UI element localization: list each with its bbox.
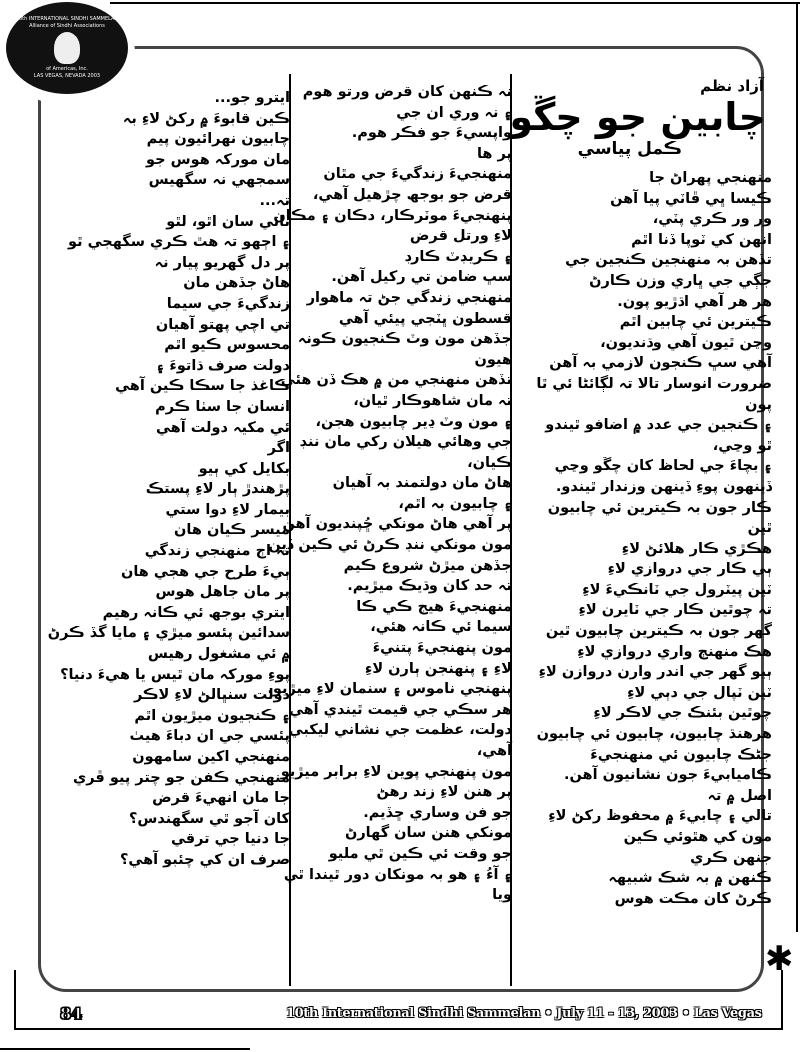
poem-line: دولت صرف ڌاتوءَ ۽ xyxy=(155,357,290,374)
poem-line: منهنجي پهراڻ جا xyxy=(649,170,772,186)
poem-line: ڪار جون بہ ڪيترين ئي چابيون xyxy=(547,499,772,516)
poem-line: دولت سنڀالڻ لاءِ لاڪر xyxy=(133,687,290,704)
poem-line: هر هر آهي اڌڙيو پون. xyxy=(617,293,772,310)
poem-line: پڙهندڙ ٻار لاءِ پستڪ xyxy=(145,481,290,498)
article-kicker: آزاد نظم xyxy=(700,77,764,95)
poem-line: پر دل گهريو پيار نہ xyxy=(154,254,290,271)
poem-line: ور ور ڪري پٽي، xyxy=(652,211,772,228)
poem-line: ڪين قابوءَ ۾ رکڻ لاءِ بہ xyxy=(122,110,290,127)
poem-line: تي اچي پهتو آهيان xyxy=(155,316,290,333)
poem-line: هر سڪي جي قيمت ٿيندي آهي xyxy=(288,701,512,718)
poem-line: پئسي جي ان دباءَ هيٺ xyxy=(129,728,290,745)
poem-line: اگر xyxy=(267,440,290,457)
poem-line: ڪيان، xyxy=(467,454,512,471)
footer-frame xyxy=(14,970,783,1030)
bottom-rule xyxy=(0,1048,250,1050)
logo-arc-top: 10th INTERNATIONAL SINDHI SAMMELAN xyxy=(15,16,119,22)
poem-line: سمجهي نہ سگهيس xyxy=(148,172,290,189)
poem-line: جي وهائي هيلان رکي مان ننڊ xyxy=(299,434,512,451)
poem-line: لاءِ ورتل قرض xyxy=(409,228,512,245)
poem-line: نہ ڪنهن کان قرض ورتو هوم xyxy=(302,84,512,100)
poem-line: آهي سڀ ڪنجون لازمي بہ آهن xyxy=(549,355,772,372)
poem-line: ٻيو گهر جي اندر وارن دروازن لاءِ xyxy=(538,664,772,681)
poem-line: پنهنجي ناموس ۽ سنمان لاءِ ميڙيو. xyxy=(267,681,512,698)
poem-line: ٻي ڪار جي دروازي لاءِ xyxy=(607,561,772,578)
poem-line: ڪاغذ جا سڪا ڪين آهي xyxy=(115,378,290,395)
end-asterisk-icon: ✱ xyxy=(765,939,794,979)
poem-line: ميسر ڪيان هان xyxy=(174,522,290,539)
poem-line: پر ها xyxy=(476,145,512,162)
poem-line: جنهن ڪري xyxy=(690,849,772,866)
poem-line: آهي، xyxy=(476,743,512,759)
poem-line: هاڻ مان دولتمند بہ آهيان xyxy=(332,475,512,492)
poem-line: ناٽي سان اٿو، لٿو xyxy=(166,213,290,230)
poem-line: ٻيءَ طرح جي هجي هان xyxy=(120,563,290,580)
logo-arc-bottom: LAS VEGAS, NEVADA 2003 xyxy=(33,73,101,79)
article-header xyxy=(508,76,772,160)
poem-line: ۽ ڪنجين جي عدد ۾ اضافو ٿيندو xyxy=(545,417,772,434)
poem-line: جو فن وساري ڇڏيم. xyxy=(363,804,512,821)
poem-line: مونکي هنن سان گهارڻ xyxy=(344,825,512,842)
poem-line: سڀ ضامن تي رکيل آهن. xyxy=(331,269,512,286)
logo-arc-low: of Americas, Inc. xyxy=(46,66,88,72)
poem-line: صرف ان کي چئبو آهي؟ xyxy=(120,851,290,868)
poem-line: تہ... xyxy=(259,192,290,209)
poem-line: ۽ آءُ ۽ هو بہ مونکان دور ٿيندا ٿي xyxy=(283,866,512,883)
poem-line: تالي ۽ چابيءَ ۾ محفوظ رکڻ لاءِ xyxy=(548,808,772,825)
poem-line: ايترو جو... xyxy=(214,90,290,106)
poem-line: تہ حد کان وڌيڪ ميڙيم. xyxy=(347,578,512,595)
poem-line: جڏهن ميڙڻ شروع ڪيم xyxy=(343,557,512,574)
poem-line: وڃن ٿيون آهي وڌنديون، xyxy=(600,334,772,351)
poem-line: ٿو وڃي، xyxy=(712,437,772,454)
sammelan-logo xyxy=(6,2,128,94)
poem-column-right xyxy=(512,168,772,909)
poem-line: ئي مکيہ دولت آهي xyxy=(155,419,290,436)
poem-line: هڪ منهنڄ واري دروازي لاءِ xyxy=(577,643,772,660)
poem-line: ڪيترين ئي چابين اٿم xyxy=(619,314,772,331)
poem-line: ٿين xyxy=(747,520,772,537)
poem-line: ڏينهون پوءِ ڏينهن وزندار ٿيندو. xyxy=(555,478,772,495)
poem-line: پر مان جاهل هوس xyxy=(155,584,290,601)
poem-line: پوءِ مورکہ مان ٿيس يا هيءَ دنيا؟ xyxy=(60,666,290,683)
poem-line: لاءِ ۽ پنهنجن ٻارن لاءِ xyxy=(364,660,512,677)
poem-line: تڏهن بہ منهنجين ڪنجين جي xyxy=(565,252,772,269)
poem-line: ۽ اڄهو تہ هٿ ڪري سگهجي ٿو xyxy=(67,234,290,251)
deity-figure-icon xyxy=(54,32,80,64)
poem-line: بکايل کي ٻيو xyxy=(198,460,290,477)
poem-line: ڪاميابيءَ جون نشانيون آهن. xyxy=(564,767,772,784)
poem-line: ۽ نہ وري ان جي xyxy=(396,104,512,121)
poem-line: ٽين ٽپال جي دٻي لاءِ xyxy=(627,684,772,701)
poem-line: کان آجو ٿي سگهندس؟ xyxy=(128,810,290,827)
logo-arc-mid: Alliance of Sindhi Associations xyxy=(29,23,105,29)
poem-line: ۽ چابيون بہ اٿم، xyxy=(398,495,512,512)
poem-line: جا دنيا جي ترقي xyxy=(170,831,290,848)
poem-line: هڪڙي ڪار هلائڻ لاءِ xyxy=(621,540,772,557)
poem-line: جڳي جي ڀاري وزن ڪارڻ xyxy=(589,272,772,289)
poem-line: پر آهي هاڻ مونکي ڇُپنديون آهن xyxy=(282,516,512,533)
poem-line: ڪنهن ۾ بہ شڪ شبيهہ xyxy=(608,870,772,887)
poem-line: مون کي هٿوئي ڪين xyxy=(623,829,772,845)
poem-line: سدائين پئسو ميڙي ۽ مايا گڏ ڪرڻ xyxy=(47,625,290,642)
poem-line: ۽ مون وٽ ڍير چابيون هجن، xyxy=(315,413,512,430)
article-title: چابين جو چڱو xyxy=(509,95,766,139)
poem-line: منهنجي زندگي جڻ تہ ماهوار xyxy=(306,289,512,306)
poem-line: جڏهن مون وٽ ڪنجيون ڪونہ xyxy=(297,331,512,348)
poem-line: هيون xyxy=(474,351,512,368)
footer-event-line: 10th International Sindhi Sammelan • July 11 - 13, 2003 • Las Vegas xyxy=(286,1006,762,1021)
poem-line: هاڻ جڏهن مان xyxy=(183,275,290,292)
poem-line: هرهنڌ چابيون، چابيون ئي چابيون xyxy=(536,726,772,743)
article-author: ڪمل پياسي xyxy=(577,139,682,159)
poem-line: ۽ ڪريڊٽ ڪارڊ xyxy=(404,248,512,265)
poem-line: ضرورت انوسار تالا تہ لڳائڻا ئي ٿا xyxy=(536,375,772,392)
poem-line: منهنجيءَ هيج ڪي ڪا xyxy=(356,598,512,615)
poem-line: تہ مان شاهوڪار ٿيان، xyxy=(353,392,512,409)
poem-column-left xyxy=(47,88,290,871)
poem-line: چابيون نهرائيون پيم xyxy=(146,131,290,148)
poem-line: مون مونکي ننڊ ڪرڻ ئي ڪين ڏين xyxy=(268,537,512,554)
poem-line: ۽ بچاءَ جي لحاظ کان چڱو وڃي xyxy=(554,458,772,475)
poem-line: زندگيءَ جي سيما xyxy=(166,295,290,312)
poem-line: واپسيءَ جو فڪر هوم. xyxy=(351,125,512,142)
poem-line: مون پنهنجيءَ پتنيءَ xyxy=(372,640,512,657)
poem-line: ويا xyxy=(492,887,512,904)
poem-line: ايتري بوجھ ئي ڪانہ رهيم xyxy=(102,604,290,621)
poem-line: منهنجيءَ زندگيءَ جي مٿان xyxy=(323,166,512,183)
poem-line: جو وقت ئي ڪين ٿي مليو xyxy=(328,845,512,862)
poem-line: پر هنن لاءِ زند رهڻ xyxy=(376,784,512,801)
poem-line: مان مورکہ هوس جو xyxy=(146,151,290,168)
poem-line: تہ چوٿين ڪار جي ٽايرن لاءِ xyxy=(578,602,772,619)
poem-line: ڪيسا ڀي ڦاٽي پيا آهن xyxy=(610,190,772,207)
poem-line: ڪرڻ کان مڪت هوس xyxy=(614,890,772,907)
poem-line: ۾ ئي مشغول رهيس xyxy=(147,646,290,663)
poem-line: جا مان انهيءَ قرض xyxy=(152,790,290,807)
poem-line: منهنجي اکين سامهون xyxy=(132,749,290,765)
poem-line: گهر جون بہ ڪيترين چابيون ٿين xyxy=(545,623,772,640)
poem-line: انسان جا سٺا ڪرم xyxy=(155,398,290,415)
poem-line: منهنجي ڪفن جو چتر پيو ڦري xyxy=(73,769,290,786)
poem-line: سيما ئي ڪانہ هئي، xyxy=(370,619,512,636)
poem-line: مون پنهنجي پوين لاءِ برابر ميڙيو xyxy=(280,763,512,780)
poem-line: ۽ ڪنجيون ميڙيون اٿم xyxy=(134,707,290,724)
poem-line: تہ اڄ منهنجي زندگي xyxy=(144,543,290,560)
poem-line: بيمار لاءِ دوا ستي xyxy=(165,501,290,518)
poem-line: جڻڪ چابيون ئي منهنجيءَ xyxy=(590,746,772,763)
outer-frame-top-rule xyxy=(110,2,800,4)
poem-line: ٽين پيٽرول جي ٽانڪيءَ لاءِ xyxy=(582,581,772,598)
poem-line: چوٿين بئنڪ جي لاڪر لاءِ xyxy=(593,705,772,722)
poem-line: قرض جو بوجھ چڙهيل آهي، xyxy=(312,186,512,203)
poem-line: قسطون ڀٽجي پيئي آهي xyxy=(338,310,512,327)
page-number: 84 xyxy=(60,1004,83,1023)
outer-frame-right-rule xyxy=(796,2,798,932)
poem-line: دولت، عظمت جي نشاني ليکبي xyxy=(288,722,512,739)
poem-line: اصل ۾ تہ xyxy=(707,787,772,804)
poem-line: پون xyxy=(745,396,772,413)
poem-line: تڏهن منهنجي من ۾ هڪ ڏن هئي xyxy=(280,372,512,389)
poem-line: انهن کي ٽوپا ڏنا اٿم xyxy=(631,231,772,248)
poem-line: پنهنجيءَ موٽرڪار، دڪان ۽ مڪان xyxy=(273,207,512,224)
poem-line: محسوس ڪيو اٿم xyxy=(164,337,290,354)
